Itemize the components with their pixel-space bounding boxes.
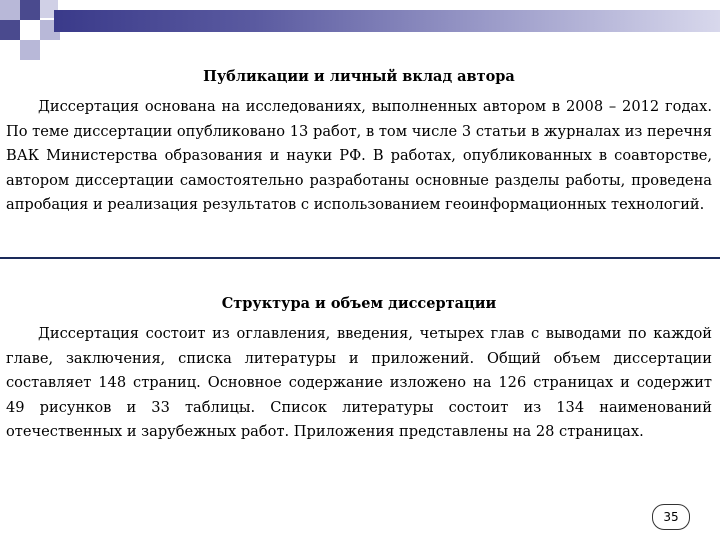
section-paragraph: Диссертация состоит из оглавления, введения, четырех глав с выводами по каждой главе, заключения, списка литературы и приложений. Общий объем диссертации составляет 148 страниц. Основное содержание изложено на 126 страницах и содержит 49 рисунков и 33 таблицы. Список литературы состоит из 134 наименований отечественных и зарубежных работ. Приложения представлены на 28 страницах.	[6, 325, 712, 440]
page-number: 35	[652, 504, 690, 530]
corner-square	[20, 0, 40, 20]
corner-square	[20, 40, 40, 60]
structure-section	[6, 295, 712, 445]
section-title: Структура и объем диссертации	[221, 295, 497, 312]
section-title: Публикации и личный вклад автора	[203, 68, 515, 85]
corner-square	[0, 20, 20, 40]
corner-square	[0, 0, 20, 20]
header-gradient-bar	[54, 10, 720, 32]
corner-square	[20, 20, 40, 40]
section-divider	[0, 257, 720, 259]
publications-section	[6, 68, 712, 218]
section-paragraph: Диссертация основана на исследованиях, выполненных автором в 2008 – 2012 годах. По теме диссертации опубликовано 13 работ, в том числе 3 статьи в журналах из перечня ВАК Министерства образования и науки РФ. В работах, опубликованных в соавторстве, автором диссертации самостоятельно разработаны основные разделы работы, проведена апробация и реализация результатов с использованием геоинформационных технологий.	[6, 98, 712, 213]
